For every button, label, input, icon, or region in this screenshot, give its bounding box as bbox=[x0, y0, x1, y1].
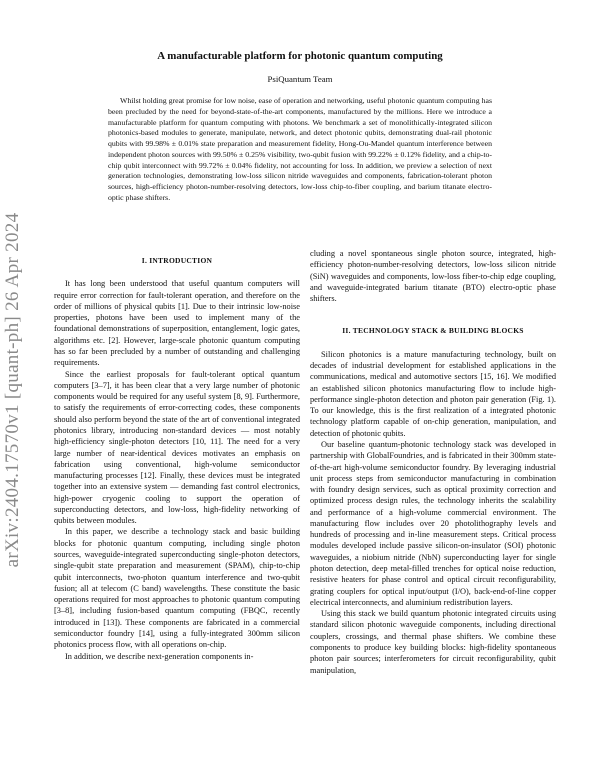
paper-authors: PsiQuantum Team bbox=[267, 74, 333, 84]
intro-paragraph-4: In addition, we describe next-generation components in- bbox=[65, 651, 254, 661]
intro-paragraph-4-continued: cluding a novel spontaneous single photon source, integrated, high-efficiency photon-number-resolving detectors, low-loss silicon nitride (SiN) waveguides and components, low-loss fiber-to-chip edge coupling, and waveguide-integrated barium titanate (BTO) electro-optic phase shifters. bbox=[310, 249, 556, 304]
left-column bbox=[54, 255, 300, 662]
intro-paragraph-1: It has long been understood that useful quantum computers will require error correction for fault-tolerant operation, and therefore on the order of millions of physical qubits [1]. Due to their intrinsic low-noise properties, photons have been used to implement many of the foundational demonstrations of superposition, entanglement, logic gates, algorithms etc. [2]. However, large-scale photonic quantum computing has so far been precluded by a number of outstanding and challenging requirements. bbox=[54, 279, 300, 368]
section-heading-technology-stack: II. TECHNOLOGY STACK & BUILDING BLOCKS bbox=[342, 326, 524, 336]
section-heading-introduction: I. INTRODUCTION bbox=[141, 256, 213, 265]
intro-paragraph-2: Since the earliest proposals for fault-tolerant optical quantum computers [3–7], it has been clear that a very large number of photonic components would be required for any useful system [8, 9]. Furthermore, to satisfy the requirements of error-correcting codes, these components should also perform beyond the state of the art of conventional integrated photonics library, introducing non-standard devices — most notably high-efficiency single-photon detectors [10, 11]. The need for a very large number of near-identical devices motivates an emphasis on fabrication using conventional, high-volume semiconductor manufacturing processes [12]. Finally, these devices must be integrated together into an extensive system — demanding fast control electronics, high-power cryogenic cooling to support the operation of superconducting detectors, and low-loss, high-fidelity networking of qubits between modules. bbox=[54, 369, 300, 526]
arxiv-identifier-text: arXiv:2404.17570v1 [quant-ph] 26 Apr 2024 bbox=[2, 212, 23, 568]
paper-title: A manufacturable platform for photonic quantum computing bbox=[157, 50, 443, 62]
intro-paragraph-3: In this paper, we describe a technology stack and basic building blocks for photonic quantum computing, including single photon sources, waveguide-integrated superconducting single-photon detectors, single-qubit state preparation and measurement (SPAM), chip-to-chip qubit interconnects, two-photon quantum interference and two-qubit fusion; all at telecom (C band) wavelengths. These constitute the basic operations required for most approaches to photonic quantum computing [3–8], including fusion-based quantum computing (FBQC, recently introduced in [13]). These components are fabricated in a commercial semiconductor foundry [14], using a fully-integrated 300mm silicon photonics process flow, with all operations on-chip. bbox=[54, 527, 300, 650]
tech-paragraph-1: Silicon photonics is a mature manufacturing technology, built on decades of industrial development for established applications in the communications, medical and automotive sectors [15, 16]. We modified an established silicon photonics manufacturing flow to include high-performance single-photon detection and photon pair generation (Fig. 1). To our knowledge, this is the first realization of a integrated photonic technology platform capable of on-chip generation, manipulation, and detection of photonic qubits. bbox=[310, 349, 556, 438]
arxiv-identifier-stamp bbox=[0, 210, 26, 570]
tech-paragraph-2: Our baseline quantum-photonic technology stack was developed in partnership with GlobalFoundries, and is fabricated in their 300mm state-of-the-art high-volume semiconductor foundry. By leveraging industrial unit process steps from semiconductor manufacturing in combination with foundry design services, such as optical proximity correction and optimized process design rules, the technology inherits the scalability and performance of a high-volume commercial environment. The manufacturing flow includes over 20 photolithography levels and hundreds of processing and in-line measurement steps. Critical process modules developed include passive silicon-on-insulator (SOI) photonic waveguides, a niobium nitride (NbN) superconducting layer for single photon detection, deep metal-filled trenches for optical noise reduction, resistive heaters for phase control and optical circuit reconfigurability, grating couplers for optical input/output (I/O), back-end-of-line copper electrical interconnects, and aluminium redistribution layers. bbox=[310, 439, 556, 607]
right-column bbox=[310, 248, 556, 676]
abstract: Whilst holding great promise for low noise, ease of operation and networking, useful photonic quantum computing has been precluded by the need for beyond-state-of-the-art components, manufactured by the millions. Here we introduce a manufacturable platform for quantum computing with photons. We benchmark a set of monolithically-integrated silicon photonics-based modules to generate, manipulate, network, and detect photonic qubits, demonstrating dual-rail photonic qubits with 99.98% ± 0.01% state preparation and measurement fidelity, Hong-Ou-Mandel quantum interference between independent photon sources with 99.50% ± 0.25% visibility, two-qubit fusion with 99.22% ± 0.12% fidelity, and a chip-to-chip qubit interconnect with 99.72% ± 0.04% fidelity, not accounting for loss. In addition, we preview a selection of next generation technologies, demonstrating low-loss silicon nitride waveguides and components, fabrication-tolerant photon sources, high-efficiency photon-number-resolving detectors, low-loss chip-to-fiber coupling, and barium titanate electro-optic phase shifters. bbox=[108, 96, 492, 202]
tech-paragraph-3: Using this stack we build quantum photonic integrated circuits using standard silicon photonic waveguide components, including directional couplers, crossings, and thermal phase shifters. We combine these components to produce key building blocks: high-fidelity spontaneous photon pair sources; interferometers for circuit reconfigurability, qubit manipulation, bbox=[310, 609, 556, 675]
